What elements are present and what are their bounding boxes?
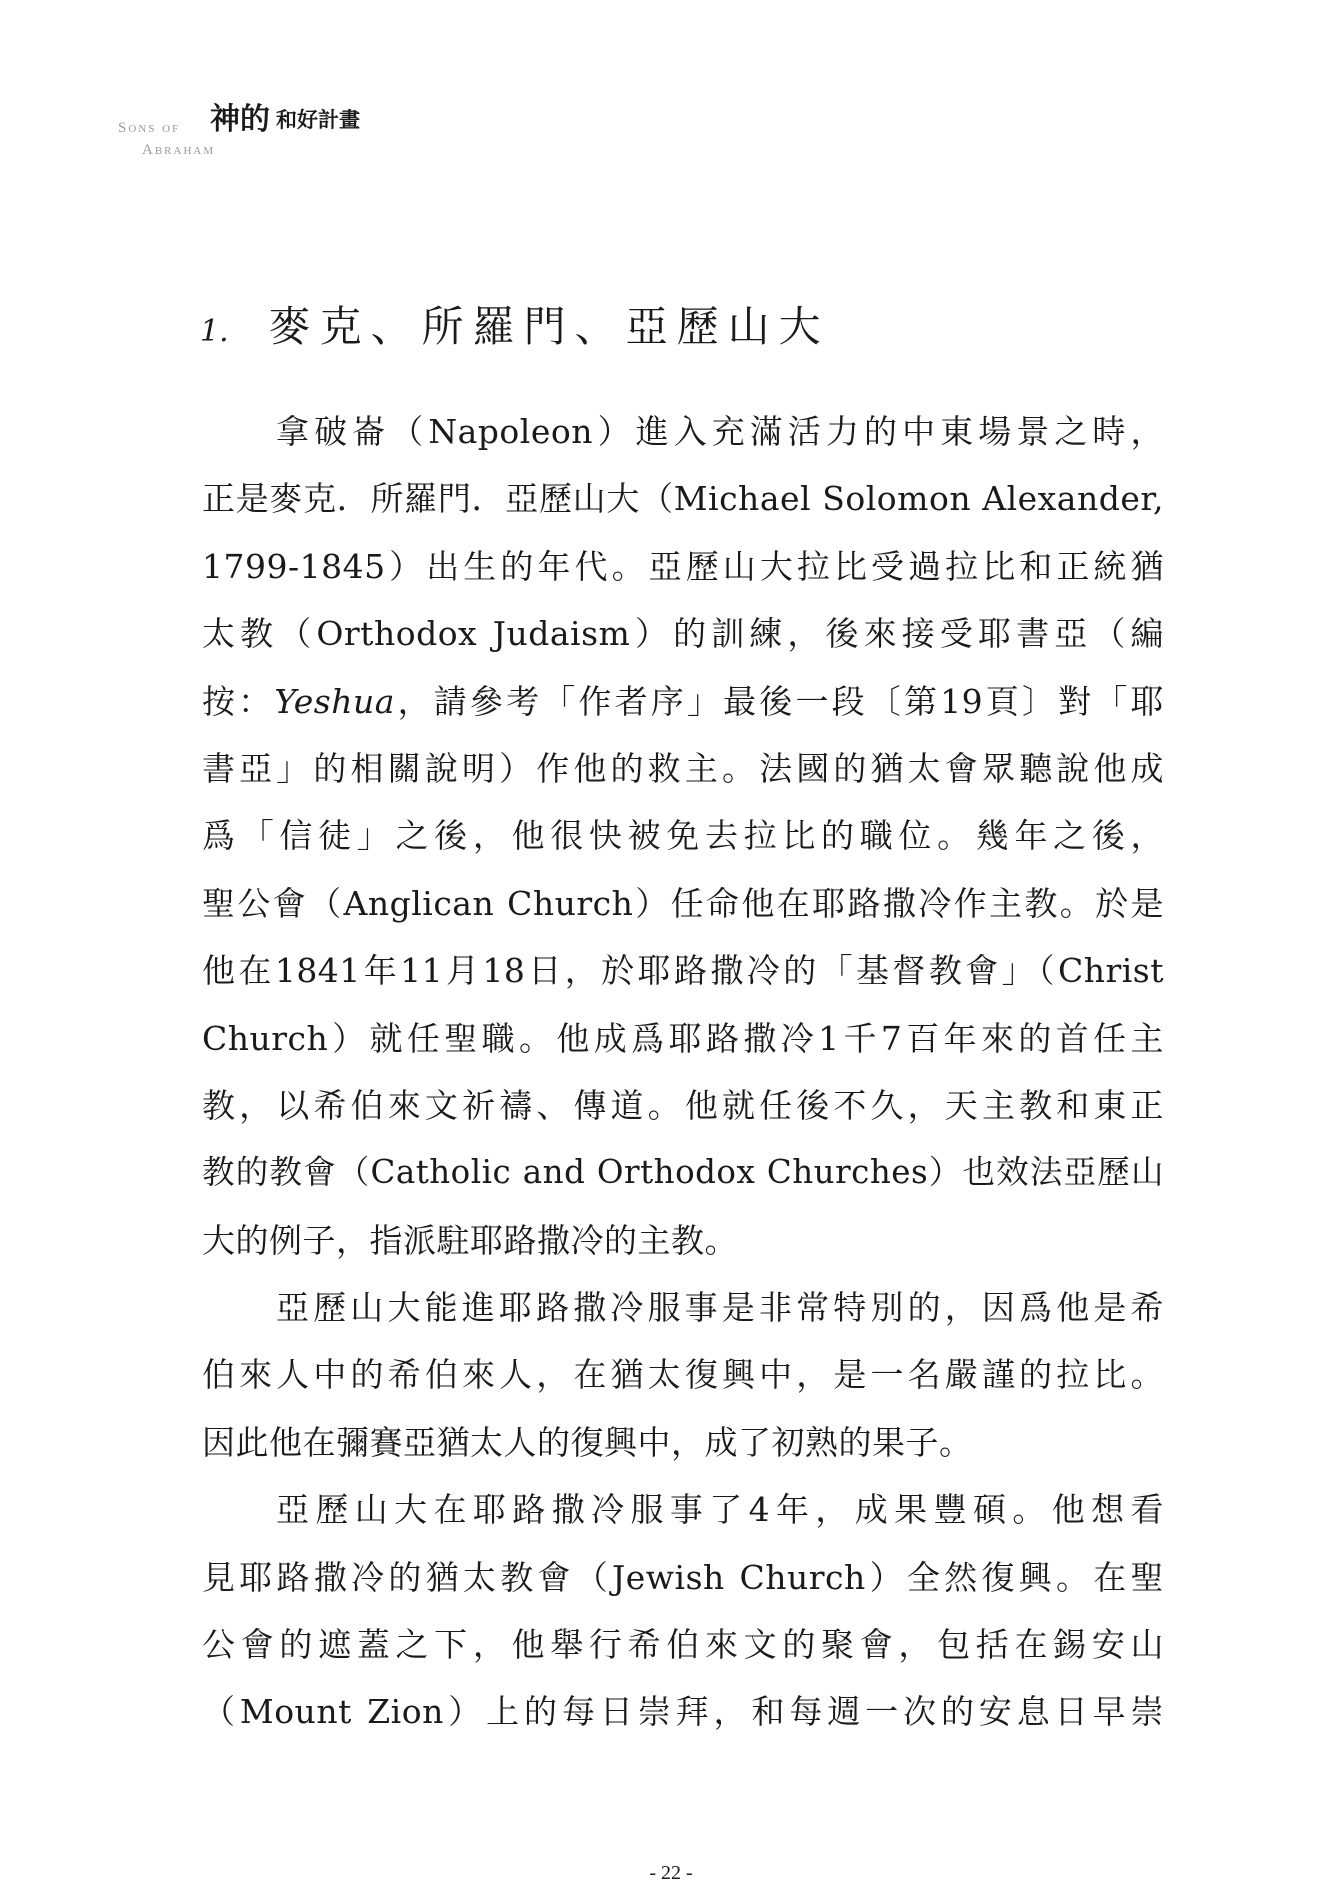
italic-term: Yeshua <box>274 681 395 721</box>
book-header-logo <box>118 92 438 172</box>
text-line: （Mount Zion）上的每日崇拜，和每週一次的安息日早崇 <box>202 1692 1164 1732</box>
text-line: 拿破崙（Napoleon）進入充滿活力的中東場景之時， <box>276 412 1164 451</box>
section-number: 1. <box>200 314 229 349</box>
text-line: 1799-1845）出生的年代。亞歷山大拉比受過拉比和正統猶 <box>202 546 1164 586</box>
text-line: 太教（Orthodox Judaism）的訓練，後來接受耶書亞（編 <box>202 614 1164 654</box>
text-line: 教的教會（Catholic and Orthodox Churches）也效法亞歷山 <box>202 1153 1164 1192</box>
text-line: 爲「信徒」之後，他很快被免去拉比的職位。幾年之後， <box>202 816 1164 856</box>
header-title-sub: 和好計畫 <box>276 107 360 132</box>
text-line: 伯來人中的希伯來人，在猶太復興中，是一名嚴謹的拉比。 <box>202 1355 1164 1395</box>
text-line: 聖公會（Anglican Church）任命他在耶路撒冷作主教。於是 <box>202 883 1164 923</box>
text-line: 公會的遮蓋之下，他舉行希伯來文的聚會，包括在錫安山 <box>202 1625 1164 1665</box>
section-heading <box>200 294 830 354</box>
text-line: 亞歷山大能進耶路撒冷服事是非常特別的，因爲他是希 <box>276 1288 1164 1328</box>
text-line: 正是麥克．所羅門．亞歷山大（Michael Solomon Alexander, <box>202 479 1164 519</box>
text-line: 他在1841年11月18日，於耶路撒冷的「基督教會」（Christ <box>202 951 1164 991</box>
section-title: 麥克、所羅門、亞歷山大 <box>268 302 830 351</box>
text-line: 見耶路撒冷的猶太教會（Jewish Church）全然復興。在聖 <box>202 1557 1164 1597</box>
text-line: 因此他在彌賽亞猶太人的復興中，成了初熟的果子。 <box>202 1422 973 1462</box>
text-line: 教，以希伯來文祈禱、傳道。他就任後不久，天主教和東正 <box>202 1085 1164 1125</box>
text-line: 亞歷山大在耶路撒冷服事了4年，成果豐碩。他想看 <box>276 1490 1164 1530</box>
page-number: - 22 - <box>649 1862 693 1884</box>
header-abraham: Abraham <box>142 142 216 158</box>
body-text <box>202 398 1164 1746</box>
header-title-main: 神的 <box>210 102 270 137</box>
header-sons-of: Sons of <box>118 120 181 136</box>
text-line: 大的例子，指派駐耶路撒冷的主教。 <box>202 1220 738 1260</box>
text-line: 書亞」的相關說明）作他的救主。法國的猶太會眾聽說他成 <box>202 748 1164 788</box>
text-line: 按：Yeshua，請參考「作者序」最後一段〔第19頁〕對「耶 <box>202 681 1164 721</box>
text-line: Church）就任聖職。他成爲耶路撒冷1千7百年來的首任主 <box>202 1018 1164 1058</box>
